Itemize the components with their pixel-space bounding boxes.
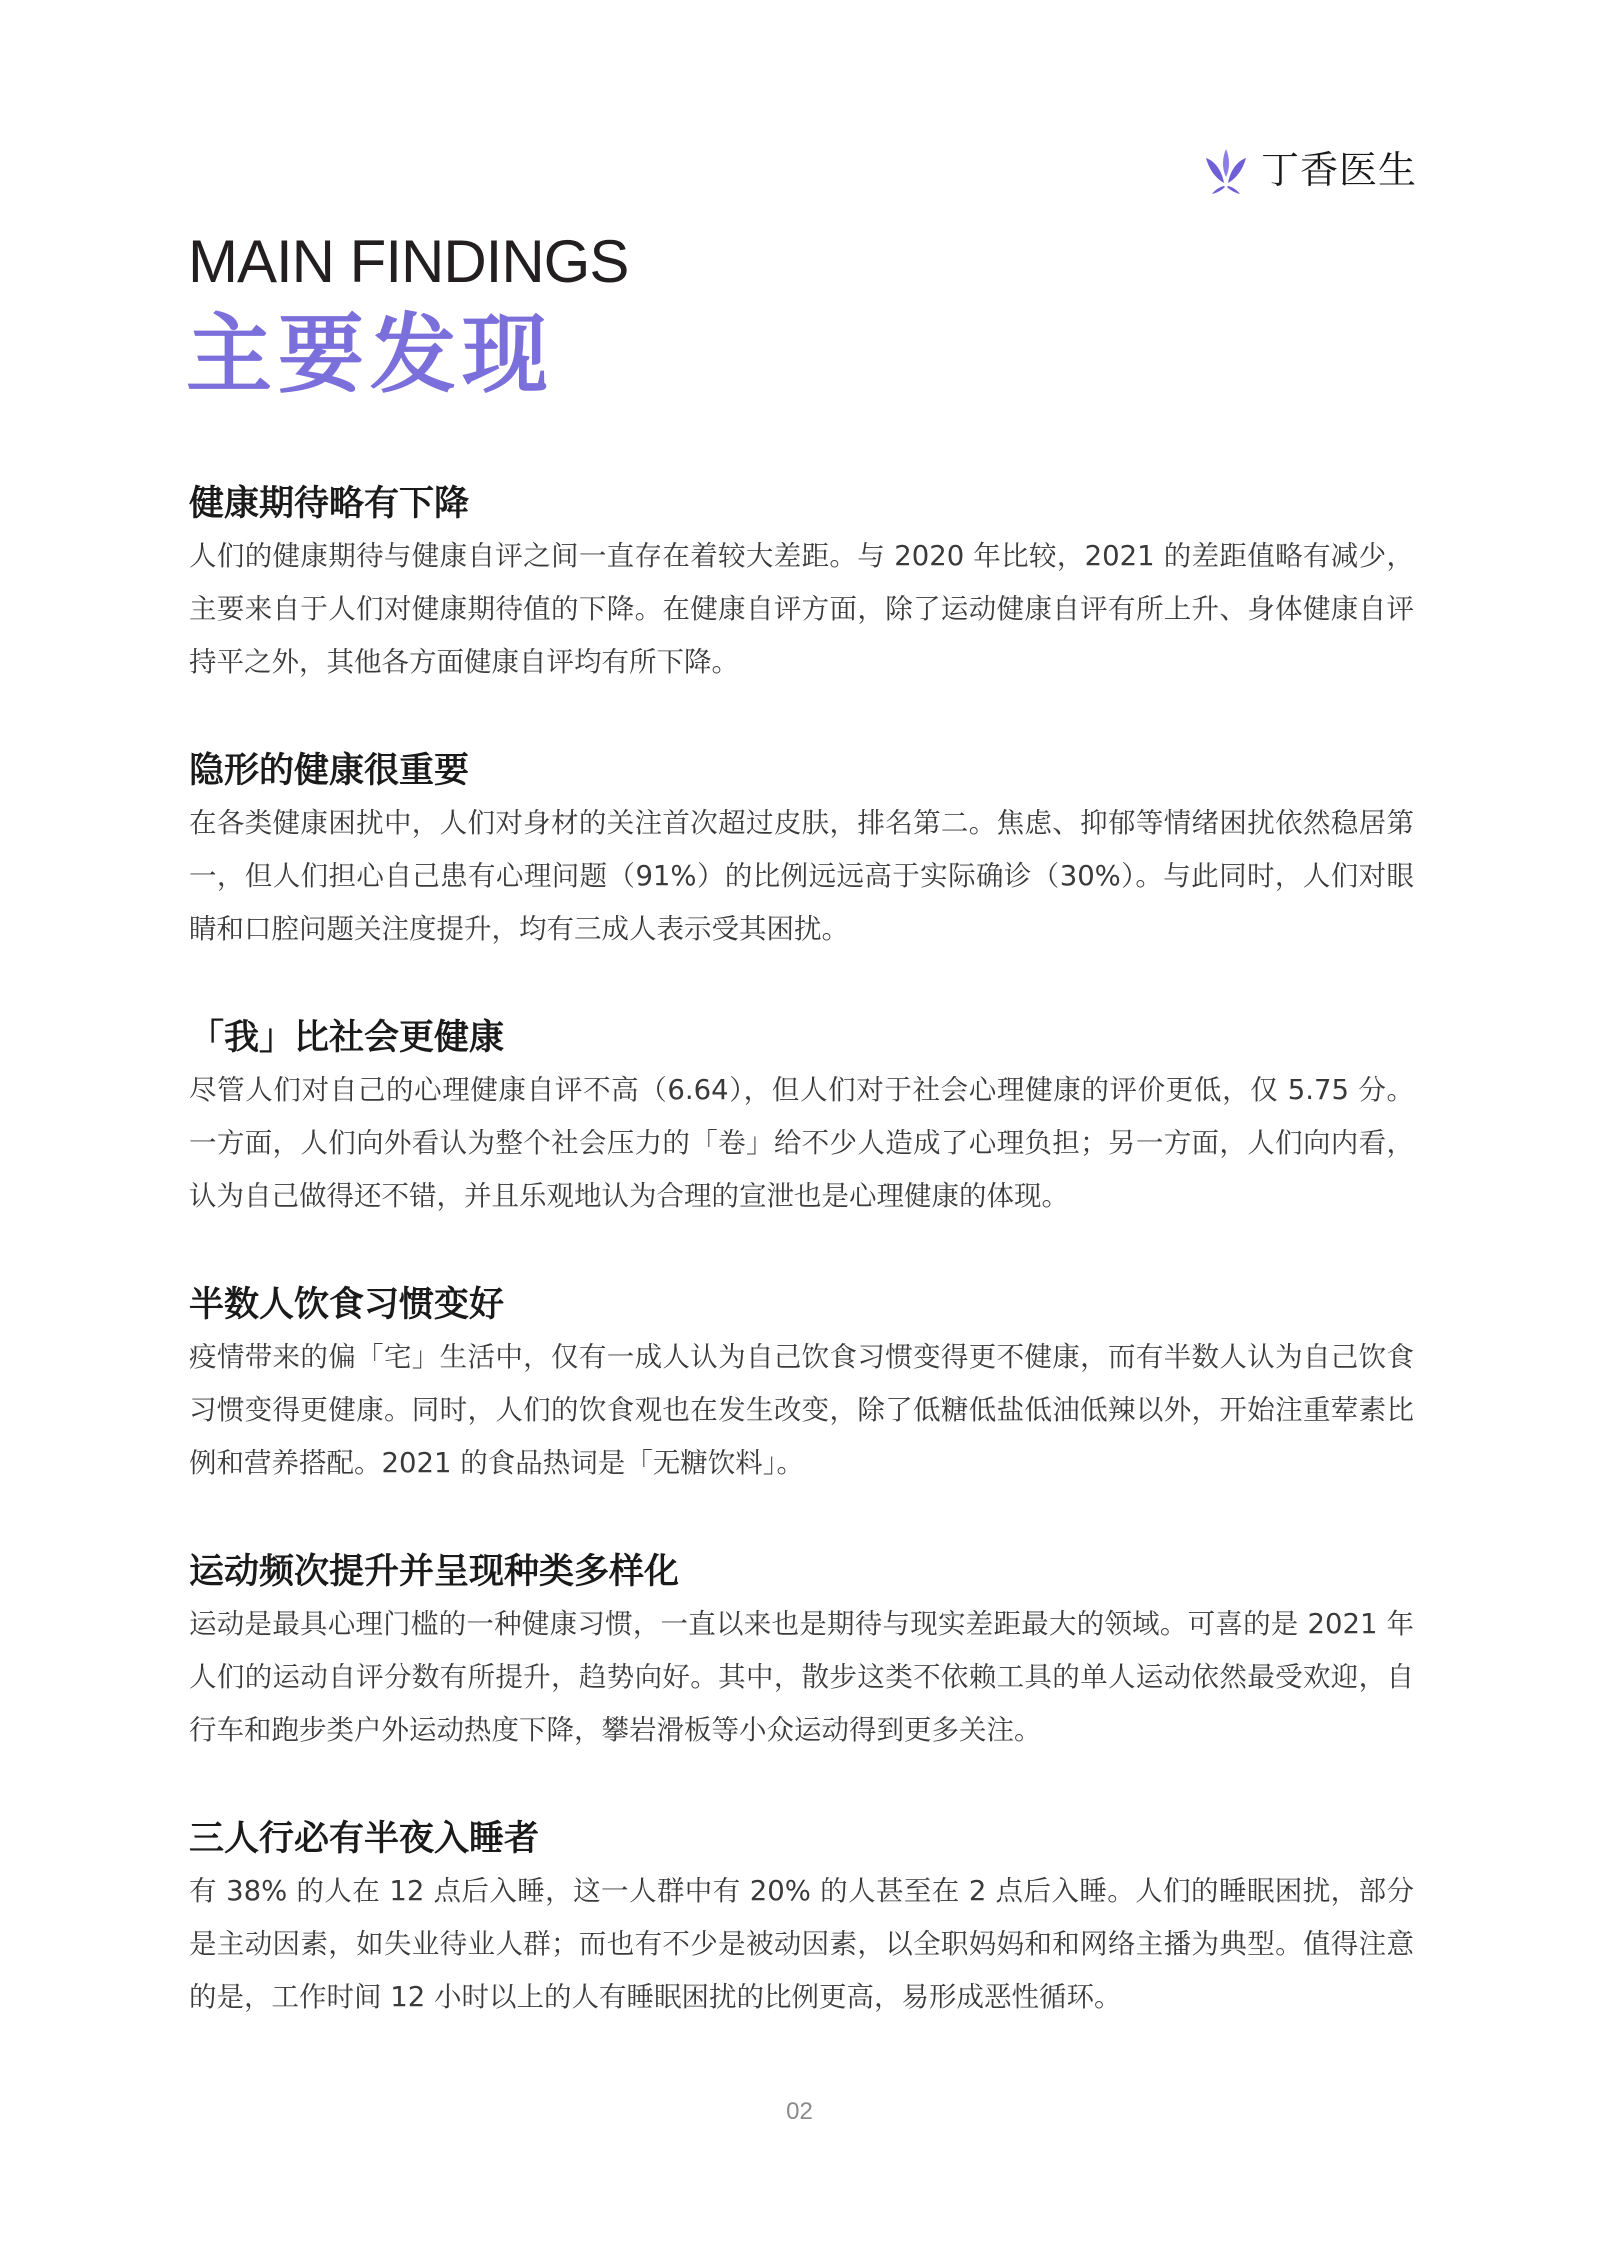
finding-section xyxy=(189,478,1414,745)
finding-body: 疫情带来的偏「宅」生活中，仅有一成人认为自己饮食习惯变得更不健康，而有半数人认为自己饮食习惯变得更健康。同时，人们的饮食观也在发生改变，除了低糖低盐低油低辣以外，开始注重荤素比例和营养搭配。2021 的食品热词是「无糖饮料」。 xyxy=(189,1341,1414,1479)
finding-heading: 三人行必有半夜入睡者 xyxy=(189,1819,540,1859)
finding-body: 在各类健康困扰中，人们对身材的关注首次超过皮肤，排名第二。焦虑、抑郁等情绪困扰依然稳居第一，但人们担心自己患有心理问题（91%）的比例远远高于实际确诊（30%）。与此同时，人们对眼睛和口腔问题关注度提升，均有三成人表示受其困扰。 xyxy=(189,807,1414,945)
page-title-chinese: 主要发现 xyxy=(186,305,554,405)
brand-logo xyxy=(1203,140,1423,200)
finding-heading: 健康期待略有下降 xyxy=(189,484,470,524)
finding-heading: 隐形的健康很重要 xyxy=(189,751,470,791)
page-number: 02 xyxy=(786,2098,813,2125)
page-title-english: MAIN FINDINGS xyxy=(188,228,629,295)
finding-body: 运动是最具心理门槛的一种健康习惯，一直以来也是期待与现实差距最大的领域。可喜的是 2021 年人们的运动自评分数有所提升，趋势向好。其中，散步这类不依赖工具的单人运动依然最受欢迎，自行车和跑步类户外运动热度下降，攀岩滑板等小众运动得到更多关注。 xyxy=(189,1608,1414,1746)
finding-body: 人们的健康期待与健康自评之间一直存在着较大差距。与 2020 年比较，2021 的差距值略有减少，主要来自于人们对健康期待值的下降。在健康自评方面，除了运动健康自评有所上升、身体健康自评持平之外，其他各方面健康自评均有所下降。 xyxy=(189,540,1414,678)
lilac-petals-icon xyxy=(1203,145,1249,195)
finding-heading: 「我」比社会更健康 xyxy=(189,1018,505,1058)
finding-section xyxy=(189,1012,1414,1279)
brand-name: 丁香医生 xyxy=(1261,148,1418,192)
finding-heading: 半数人饮食习惯变好 xyxy=(189,1285,505,1325)
finding-section xyxy=(189,745,1414,1012)
finding-heading: 运动频次提升并呈现种类多样化 xyxy=(189,1552,680,1592)
findings-list xyxy=(189,478,1414,2080)
finding-section xyxy=(189,1813,1414,2080)
finding-body: 有 38% 的人在 12 点后入睡，这一人群中有 20% 的人甚至在 2 点后入睡。人们的睡眠困扰，部分是主动因素，如失业待业人群；而也有不少是被动因素，以全职妈妈和和网络主播为典型。值得注意的是，工作时间 12 小时以上的人有睡眠困扰的比例更高，易形成恶性循环。 xyxy=(189,1875,1414,2013)
finding-section xyxy=(189,1279,1414,1546)
finding-body: 尽管人们对自己的心理健康自评不高（6.64），但人们对于社会心理健康的评价更低，仅 5.75 分。一方面，人们向外看认为整个社会压力的「卷」给不少人造成了心理负担；另一方面，人们向内看，认为自己做得还不错，并且乐观地认为合理的宣泄也是心理健康的体现。 xyxy=(189,1074,1414,1212)
finding-section xyxy=(189,1546,1414,1813)
